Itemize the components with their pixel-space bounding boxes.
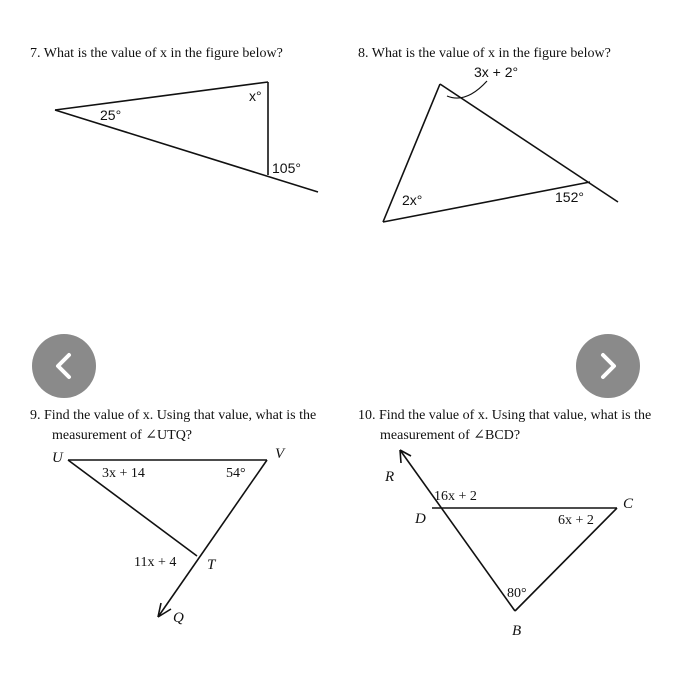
chevron-right-icon [576, 334, 640, 398]
vertex-label-v: V [275, 446, 285, 462]
vertex-label-b: B [512, 623, 522, 639]
angle-label-25: 25° [100, 107, 122, 123]
triangle-base-extended [55, 110, 318, 192]
question-text-line2: measurement of ∠UTQ? [52, 428, 193, 443]
figure-9-triangle [68, 460, 267, 617]
expression-11x-plus-4: 11x + 4 [134, 555, 177, 570]
angle-label-105: 105° [272, 160, 301, 176]
expression-6x-plus-2: 6x + 2 [558, 513, 594, 528]
vertex-label-d: D [415, 511, 426, 527]
question-number: 9. [30, 408, 41, 423]
arrow-head-q [158, 603, 171, 617]
question-text: What is the value of x in the figure below? [43, 46, 283, 61]
ray-br [400, 450, 515, 611]
question-number: 8. [358, 46, 369, 61]
previous-button[interactable] [32, 334, 96, 398]
next-button[interactable] [576, 334, 640, 398]
chevron-left-icon [32, 334, 96, 398]
angle-label-3x-plus-2: 3x + 2° [474, 64, 519, 80]
question-number: 7. [30, 46, 41, 61]
triangle-side [55, 82, 268, 110]
angle-label-54: 54° [226, 466, 246, 481]
point-label-q: Q [173, 610, 184, 626]
angle-indicator-arc [447, 81, 487, 98]
triangle-side-extended [440, 84, 618, 202]
vertex-label-u: U [52, 450, 63, 466]
expression-16x-plus-2: 16x + 2 [434, 489, 477, 504]
question-text: What is the value of x in the figure below? [371, 46, 611, 61]
question-number: 10. [358, 408, 376, 423]
vertex-label-c: C [623, 496, 634, 512]
point-label-r: R [385, 469, 395, 485]
expression-3x-plus-14: 3x + 14 [102, 466, 145, 481]
question-text-line2: measurement of ∠BCD? [380, 428, 521, 443]
vertex-label-t: T [207, 557, 216, 573]
angle-label-152: 152° [555, 189, 584, 205]
angle-label-2x: 2x° [402, 192, 423, 208]
angle-label-x: x° [249, 88, 262, 104]
angle-label-80: 80° [507, 586, 527, 601]
question-text-line1: Find the value of x. Using that value, what is the [44, 408, 317, 423]
question-text-line1: Find the value of x. Using that value, what is the [379, 408, 652, 423]
